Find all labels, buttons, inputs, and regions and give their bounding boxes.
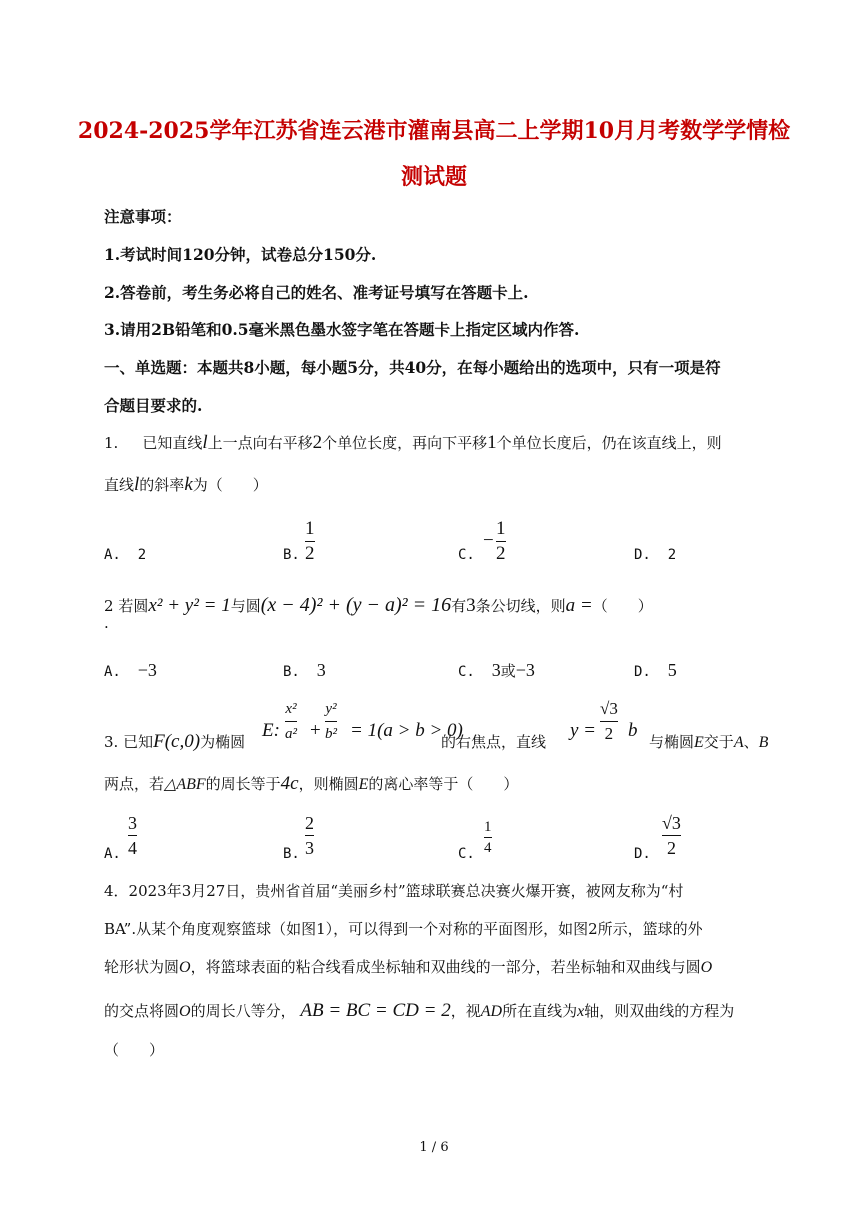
section-heading-line-2: 合题目要求的. (104, 396, 203, 415)
question-4-line-3: 轮形状为圆O，将篮球表面的粘合线看成坐标轴和双曲线的一部分，若坐标轴和双曲线与圆O (104, 958, 713, 976)
line-eq-lhs: y = (570, 720, 597, 741)
q2-option-b: B. 3 (283, 660, 326, 680)
page-number: 1 / 6 (419, 1140, 449, 1155)
q1-option-b-label: B. (283, 547, 300, 563)
question-1-line-2: 直线l的斜率k为（ ） (104, 474, 268, 495)
q3-option-b-fraction: 2 3 (305, 813, 314, 858)
q3-option-d-fraction: √3 2 (662, 813, 681, 858)
notice-heading: 注意事项： (104, 207, 182, 226)
question-3-line-1-part-c: 与椭圆E交于A、B (649, 733, 769, 751)
q1-option-c-sign: − (483, 530, 494, 551)
question-1-line-1: 1. 已知直线l上一点向右平移2个单位长度，再向下平移1个单位长度后，仍在该直线上，则 (104, 432, 722, 453)
title-line-1: 2024-2025学年江苏省连云港市灌南县高二上学期10月月考数学学情检 (77, 118, 791, 144)
q2-option-c: C. 3或−3 (458, 660, 535, 680)
question-4-line-2: BA”.从某个角度观察篮球（如图1），可以得到一个对称的平面图形，如图2所示，篮球的外 (104, 920, 703, 938)
question-number: 1. (104, 434, 119, 452)
line-eq-b: b (628, 720, 638, 741)
q2-option-a: A. −3 (104, 660, 157, 680)
q3-option-c-label: C. (458, 846, 475, 862)
q3-option-d-label: D. (634, 846, 651, 862)
q1-option-b-fraction: 1 2 (305, 518, 315, 564)
q3-option-b-label: B. (283, 846, 300, 862)
q1-option-c-fraction: 1 2 (496, 518, 506, 564)
q1-option-d: D. 2 (634, 547, 677, 563)
section-heading-line-1: 一、单选题：本题共8小题，每小题5分，共40分，在每小题给出的选项中，只有一项是符 (104, 358, 721, 377)
q3-option-a-label: A. (104, 846, 121, 862)
line-eq-fraction: √3 2 (600, 699, 618, 743)
q2-option-d: D. 5 (634, 660, 677, 680)
question-3-line-1-part-b: 的右焦点，直线 (441, 733, 547, 751)
q1-option-c-label: C. (458, 547, 475, 563)
notice-item-2: 2.答卷前，考生务必将自己的姓名、准考证号填写在答题卡上. (104, 283, 529, 302)
title-line-2: 测试题 (400, 164, 467, 190)
ellipse-x-term: x² a² (285, 701, 297, 742)
question-3-line-1-part-a: 3. 已知F(c,0)为椭圆 (104, 731, 246, 752)
q3-option-a-fraction: 3 4 (128, 813, 137, 858)
plus-sign: + (310, 720, 321, 741)
question-2-line-1: 2 若圆x² + y² = 1与圆(x − 4)² + (y − a)² = 16有3条公切线，则a =（ ） (104, 594, 653, 616)
ellipse-condition: = 1(a > b > 0) (350, 720, 463, 741)
ellipse-label: E: (262, 720, 280, 741)
question-4-line-1: 4．2023年3月27日，贵州省首届“美丽乡村”篮球联赛总决赛火爆开赛，被网友称为“村 (104, 882, 684, 900)
question-4-line-4: 的交点将圆O的周长八等分， AB = BC = CD = 2，视AD所在直线为x轴，则双曲线的方程为 (104, 1000, 735, 1021)
notice-item-3: 3.请用2B铅笔和0.5毫米黑色墨水签字笔在答题卡上指定区域内作答. (104, 320, 580, 339)
question-4-line-5: （ ） (104, 1041, 165, 1059)
q1-option-a: A. 2 (104, 547, 147, 563)
question-3-line-2: 两点，若△ABF的周长等于4c，则椭圆E的离心率等于（ ） (104, 773, 519, 794)
q3-option-c-fraction: 1 4 (484, 819, 492, 856)
question-2-dot: . (104, 614, 109, 632)
notice-item-1: 1.考试时间120分钟，试卷总分150分. (104, 245, 377, 264)
ellipse-y-term: y² b² (325, 701, 337, 742)
